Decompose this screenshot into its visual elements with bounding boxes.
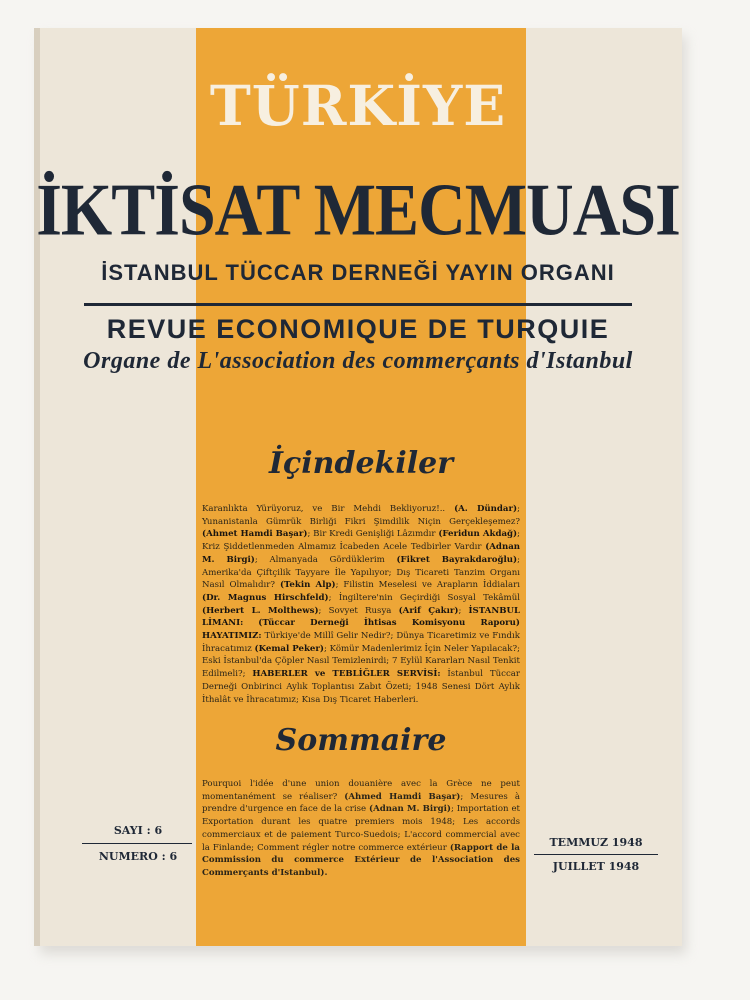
- item-title: Kısa Dış Ticaret Haberleri.: [301, 694, 419, 705]
- item-author: (Ahmed Hamdi Başar): [344, 791, 461, 802]
- contents-item: 7 Eylül Kararları Nasıl Tenkit Edilmeli?;: [202, 656, 520, 680]
- french-title: REVUE ECONOMIQUE DE TURQUIE: [106, 314, 610, 344]
- contents-item: [202, 631, 265, 641]
- contents-item: Kömür Madenlerimiz İçin Neler Yapılacak?;: [329, 643, 520, 654]
- contents-list: [202, 503, 520, 706]
- contents-item: Kriz Şiddetlenmeden Almamız İcabeden Acele Tedbirler Vardır (Adnan M. Birgi);: [202, 542, 521, 565]
- issue-number-tr: SAYI : 6: [113, 824, 163, 837]
- item-title: Dünya Ticaretimiz ve Fındık İhracatımız: [202, 631, 520, 654]
- sommaire-heading: Sommaire: [275, 723, 447, 758]
- masthead-title: İKTİSAT MECMUASI: [36, 169, 680, 252]
- item-author: (Feridun Akdağ): [438, 529, 518, 540]
- masthead-turkiye: TÜRKİYE: [209, 73, 507, 138]
- item-title: İstanbul Tüccar Derneği Onbirinci Aylık Toplantısı Zabıt Özeti: [202, 669, 520, 692]
- item-title: Comment régler notre commerce extérieur: [257, 842, 447, 853]
- contents-item: 1948 Senesi Dört Aylık İthalât ve İhracatımız;: [202, 681, 520, 705]
- contents-item: Dünya Ticaretimiz ve Fındık İhracatımız (Kemal Peker);: [202, 631, 520, 654]
- item-title: Kriz Şiddetlenmeden Almamız İcabeden Acele Tedbirler Vardır: [202, 542, 482, 553]
- date-divider: [534, 854, 658, 855]
- contents-item: İngiltere'nin Geçirdiği Sosyal Tekâmül (Herbert L. Molthews);: [202, 592, 520, 616]
- item-title: HABERLER ve TEBLİĞLER SERVİSİ:: [252, 669, 441, 680]
- contents-item: Karanlıkta Yürüyoruz, ve Bir Mehdi Bekliyoruz!.. (A. Dündar);: [202, 504, 520, 514]
- item-title: Almanyada Gördüklerim: [269, 554, 385, 565]
- item-title: İngiltere'nin Geçirdiği Sosyal Tekâmül: [338, 592, 520, 603]
- issue-date-fr: JUILLET 1948: [552, 860, 640, 873]
- item-author: (Kemal Peker): [254, 643, 324, 654]
- item-author: (Fikret Bayrakdaroğlu): [396, 554, 518, 565]
- contents-item: Les accords commerciaux et de paiement Turco-Suedois;: [202, 817, 520, 840]
- item-title: Pourquoi l'idée d'une union douanière avec la Grèce ne peut momentanément se réaliser?: [202, 779, 520, 802]
- item-title: HAYATIMIZ:: [202, 631, 262, 642]
- contents-item: Eski İstanbul'da Çöpler Nasıl Temizlenirdi;: [202, 656, 392, 667]
- masthead-divider: [84, 303, 632, 306]
- item-author: (Adnan M. Birgi): [202, 542, 521, 565]
- french-subtitle: Organe de L'association des commerçants d'Istanbul: [83, 348, 633, 374]
- item-title: Mesures à prendre d'urgence en face de la crise: [202, 791, 520, 815]
- issue-number-fr: NUMERO : 6: [98, 850, 178, 863]
- item-author: (Ahmet Hamdi Başar): [202, 529, 308, 540]
- masthead-subtitle: İSTANBUL TÜCCAR DERNEĞİ YAYIN ORGANI: [101, 260, 615, 285]
- item-title: Amerika'da Çiftçilik Tayyare İle Yapılıyor: [202, 567, 389, 578]
- issue-date-tr: TEMMUZ 1948: [549, 836, 643, 849]
- sommaire-list: [202, 778, 520, 880]
- contents-heading: İçindekiler: [268, 446, 454, 481]
- contents-item: Bir Kredi Genişliği Lâzımdır (Feridun Akdağ);: [313, 529, 521, 540]
- item-title: Bir Kredi Genişliği Lâzımdır: [313, 529, 436, 540]
- contents-item: Filistin Meselesi ve Arapların İddiaları (Dr. Magnus Hirschfeld);: [202, 580, 520, 603]
- contents-item: [302, 695, 419, 705]
- contents-item: Importation et Exportation durant les quatre premiers mois 1948;: [202, 804, 520, 828]
- magazine-cover: [34, 28, 682, 946]
- item-title: L'accord commercial avec la Finlande: [202, 829, 520, 853]
- contents-item: Yunanistanla Gümrük Birliği Fikri Şimdilik Niçin Gerçekleşemez? (Ahmet Hamdi Başar);: [202, 516, 520, 540]
- item-title: İSTANBUL LİMANI:: [202, 605, 520, 629]
- item-title: 1948 Senesi Dört Aylık İthalât ve İhracatımız: [202, 681, 520, 705]
- item-title: Les accords commerciaux et de paiement Turco-Suedois: [202, 817, 520, 840]
- contents-item: Türkiye'de Millî Gelir Nedir?;: [264, 631, 397, 642]
- item-title: Türkiye'de Millî Gelir Nedir?: [264, 631, 391, 642]
- item-title: Importation et Exportation durant les quatre premiers mois 1948: [202, 804, 520, 828]
- contents-item: Amerika'da Çiftçilik Tayyare İle Yapılıyor;: [202, 567, 397, 578]
- contents-item: Almanyada Gördüklerim (Fikret Bayrakdaroğlu);: [269, 554, 520, 565]
- cover-spine-edge: [34, 28, 40, 946]
- item-title: Dış Ticareti Tanzim Organı Nasıl Olmalıdır?: [202, 567, 520, 591]
- contents-item: L'accord commercial avec la Finlande;: [202, 829, 520, 853]
- item-title: Sovyet Rusya: [328, 605, 392, 616]
- item-author: (Adnan M. Birgi): [369, 804, 451, 815]
- contents-item: Pourquoi l'idée d'une union douanière avec la Grèce ne peut momentanément se réaliser? (Ahmed Hamdi Başar);: [202, 779, 520, 802]
- item-author: (Dr. Magnus Hirschfeld): [202, 592, 329, 603]
- item-title: Filistin Meselesi ve Arapların İddiaları: [343, 580, 520, 591]
- item-title: Karanlıkta Yürüyoruz, ve Bir Mehdi Bekliyoruz!..: [202, 504, 446, 514]
- item-author: (Arif Çakır): [398, 605, 459, 616]
- item-author: (Herbert L. Molthews): [202, 605, 319, 616]
- item-author: (Tüccar Derneği İhtisas Komisyonu Raporu): [258, 618, 520, 629]
- item-title: 7 Eylül Kararları Nasıl Tenkit Edilmeli?: [202, 656, 520, 680]
- item-title: Eski İstanbul'da Çöpler Nasıl Temizlenirdi: [202, 656, 387, 667]
- contents-item: Sovyet Rusya (Arif Çakır);: [328, 605, 469, 616]
- contents-item: [252, 669, 447, 679]
- item-title: Kömür Madenlerimiz İçin Neler Yapılacak?: [329, 643, 518, 654]
- item-title: Yunanistanla Gümrük Birliği Fikri Şimdilik Niçin Gerçekleşemez?: [202, 516, 520, 527]
- issue-divider: [82, 843, 192, 844]
- item-author: (Rapport de la Commission du commerce Extérieur de l'Association des Commerçants d'Istanbul).: [202, 842, 520, 878]
- contents-item: İstanbul Tüccar Derneği Onbirinci Aylık Toplantısı Zabıt Özeti;: [202, 669, 520, 692]
- item-author: (Tekin Alp): [279, 580, 336, 591]
- item-author: (A. Dündar): [454, 504, 518, 514]
- contents-item: Dış Ticareti Tanzim Organı Nasıl Olmalıdır? (Tekin Alp);: [202, 567, 520, 591]
- contents-item: Mesures à prendre d'urgence en face de la crise (Adnan M. Birgi);: [202, 791, 520, 815]
